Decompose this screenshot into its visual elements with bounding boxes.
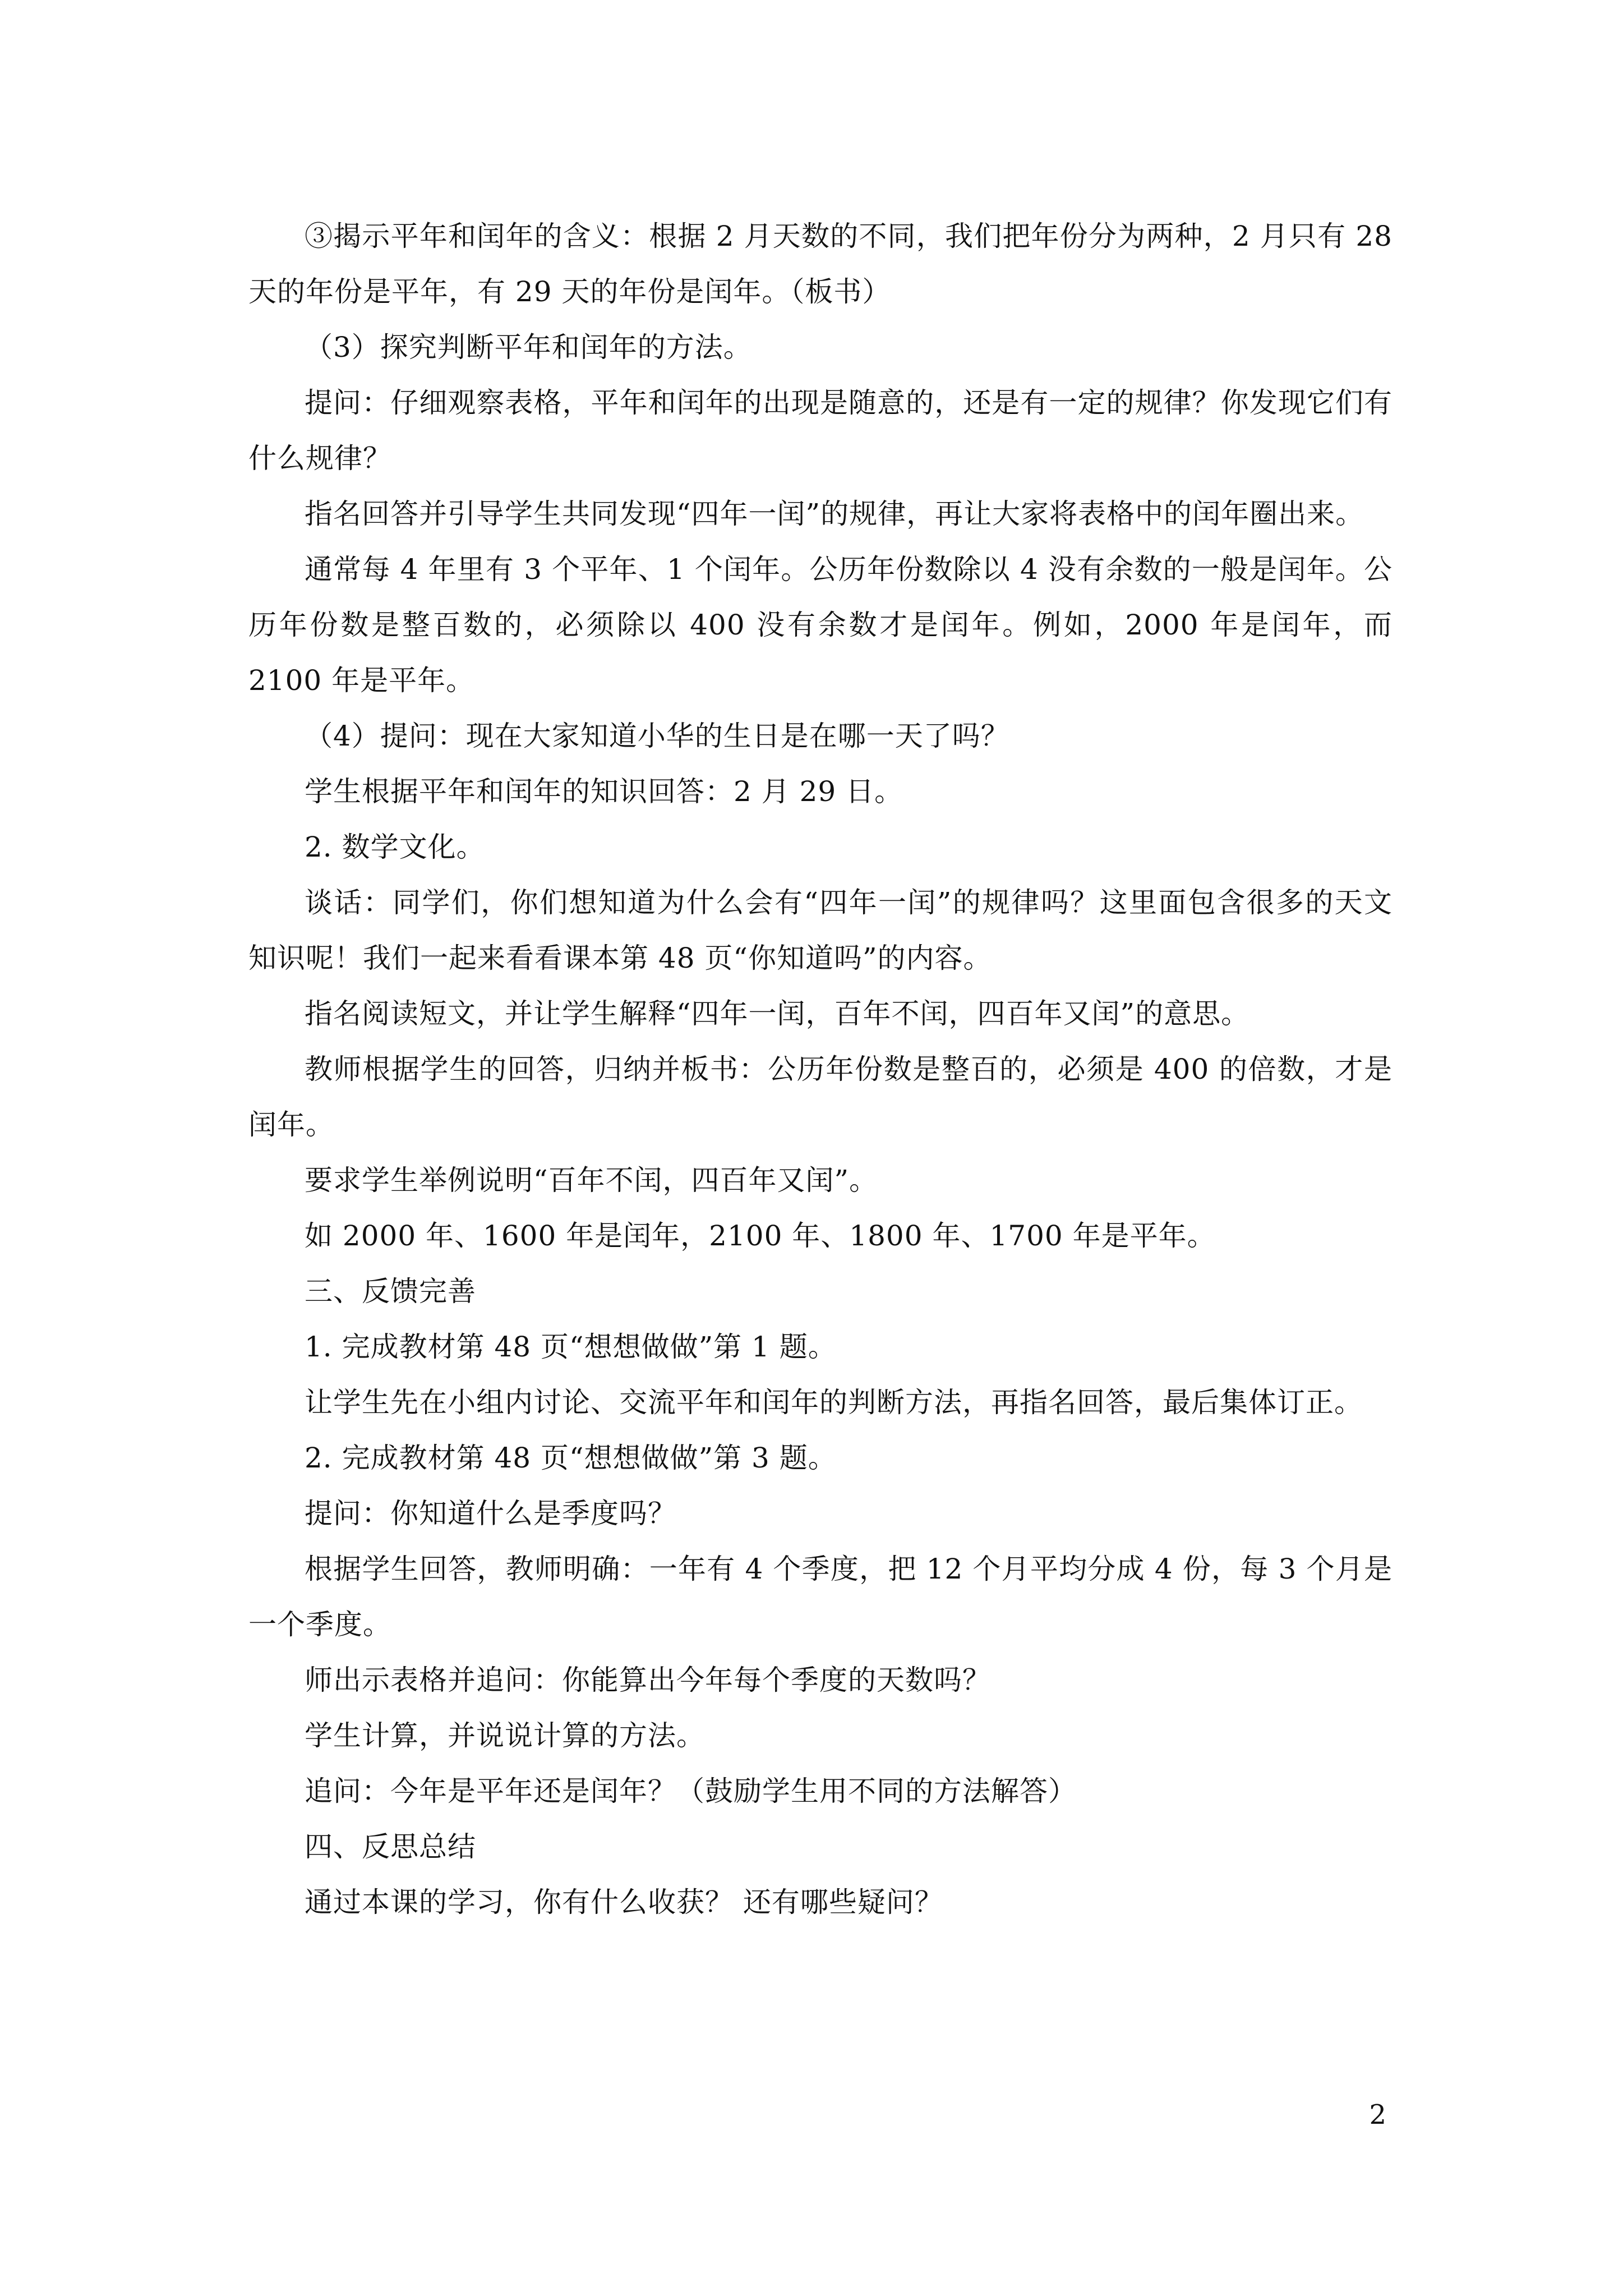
paragraph-table-question: 师出示表格并追问：你能算出今年每个季度的天数吗？ <box>305 1664 991 1696</box>
paragraph-exercise-3: 2. 完成教材第 48 页“想想做做”第 3 题。 <box>305 1442 837 1474</box>
paragraph-math-culture: 2. 数学文化。 <box>305 831 485 863</box>
paragraph-question-pattern: 提问：仔细观察表格，平年和闰年的出现是随意的，还是有一定的规律？你发现它们有什么规律？ <box>248 386 1393 475</box>
paragraph-talk: 谈话：同学们，你们想知道为什么会有“四年一闰”的规律吗？这里面包含很多的天文知识呢！我们一起来看看课本第 48 页“你知道吗”的内容。 <box>248 886 1393 974</box>
paragraph-exercise-1: 1. 完成教材第 48 页“想想做做”第 1 题。 <box>305 1331 837 1363</box>
paragraph-leap-year-rule: 通常每 4 年里有 3 个平年、1 个闰年。公历年份数除以 4 没有余数的一般是闰年。公历年份数是整百数的，必须除以 400 没有余数才是闰年。例如，2000 年是闰年，而 2100 年是平年。 <box>248 553 1393 697</box>
paragraph-reading: 指名阅读短文，并让学生解释“四年一闰，百年不闰，四百年又闰”的意思。 <box>305 997 1250 1030</box>
paragraph-four-year-rule: 指名回答并引导学生共同发现“四年一闰”的规律，再让大家将表格中的闰年圈出来。 <box>305 498 1364 530</box>
page-number: 2 <box>1369 2099 1386 2131</box>
paragraph-leap-year-meaning: ③揭示平年和闰年的含义：根据 2 月天数的不同，我们把年份分为两种，2 月只有 28 天的年份是平年，有 29 天的年份是闰年。（板书） <box>248 220 1393 308</box>
paragraph-quarter-question: 提问：你知道什么是季度吗？ <box>305 1497 676 1530</box>
document-body <box>248 209 1393 1930</box>
paragraph-birthday-question: （4）提问：现在大家知道小华的生日是在哪一天了吗？ <box>305 720 1009 752</box>
paragraph-birthday-answer: 学生根据平年和闰年的知识回答：2 月 29 日。 <box>305 775 903 808</box>
section-heading-feedback: 三、反馈完善 <box>305 1275 476 1308</box>
paragraph-explore-method: （3）探究判断平年和闰年的方法。 <box>305 331 752 364</box>
paragraph-quarter-definition: 根据学生回答，教师明确：一年有 4 个季度，把 12 个月平均分成 4 份，每 3 个月是一个季度。 <box>248 1553 1393 1641</box>
paragraph-follow-up: 追问：今年是平年还是闰年？（鼓励学生用不同的方法解答） <box>305 1775 1077 1807</box>
paragraph-teacher-summary: 教师根据学生的回答，归纳并板书：公历年份数是整百的，必须是 400 的倍数，才是闰年。 <box>248 1053 1393 1141</box>
paragraph-reflection: 通过本课的学习，你有什么收获？ 还有哪些疑问？ <box>305 1886 943 1918</box>
paragraph-group-discussion: 让学生先在小组内讨论、交流平年和闰年的判断方法，再指名回答，最后集体订正。 <box>305 1386 1363 1419</box>
paragraph-example-request: 要求学生举例说明“百年不闰，四百年又闰”。 <box>305 1164 878 1197</box>
section-heading-reflection: 四、反思总结 <box>305 1830 476 1863</box>
paragraph-student-calculation: 学生计算，并说说计算的方法。 <box>305 1719 705 1752</box>
paragraph-example-years: 如 2000 年、1600 年是闰年，2100 年、1800 年、1700 年是平年。 <box>305 1220 1216 1252</box>
